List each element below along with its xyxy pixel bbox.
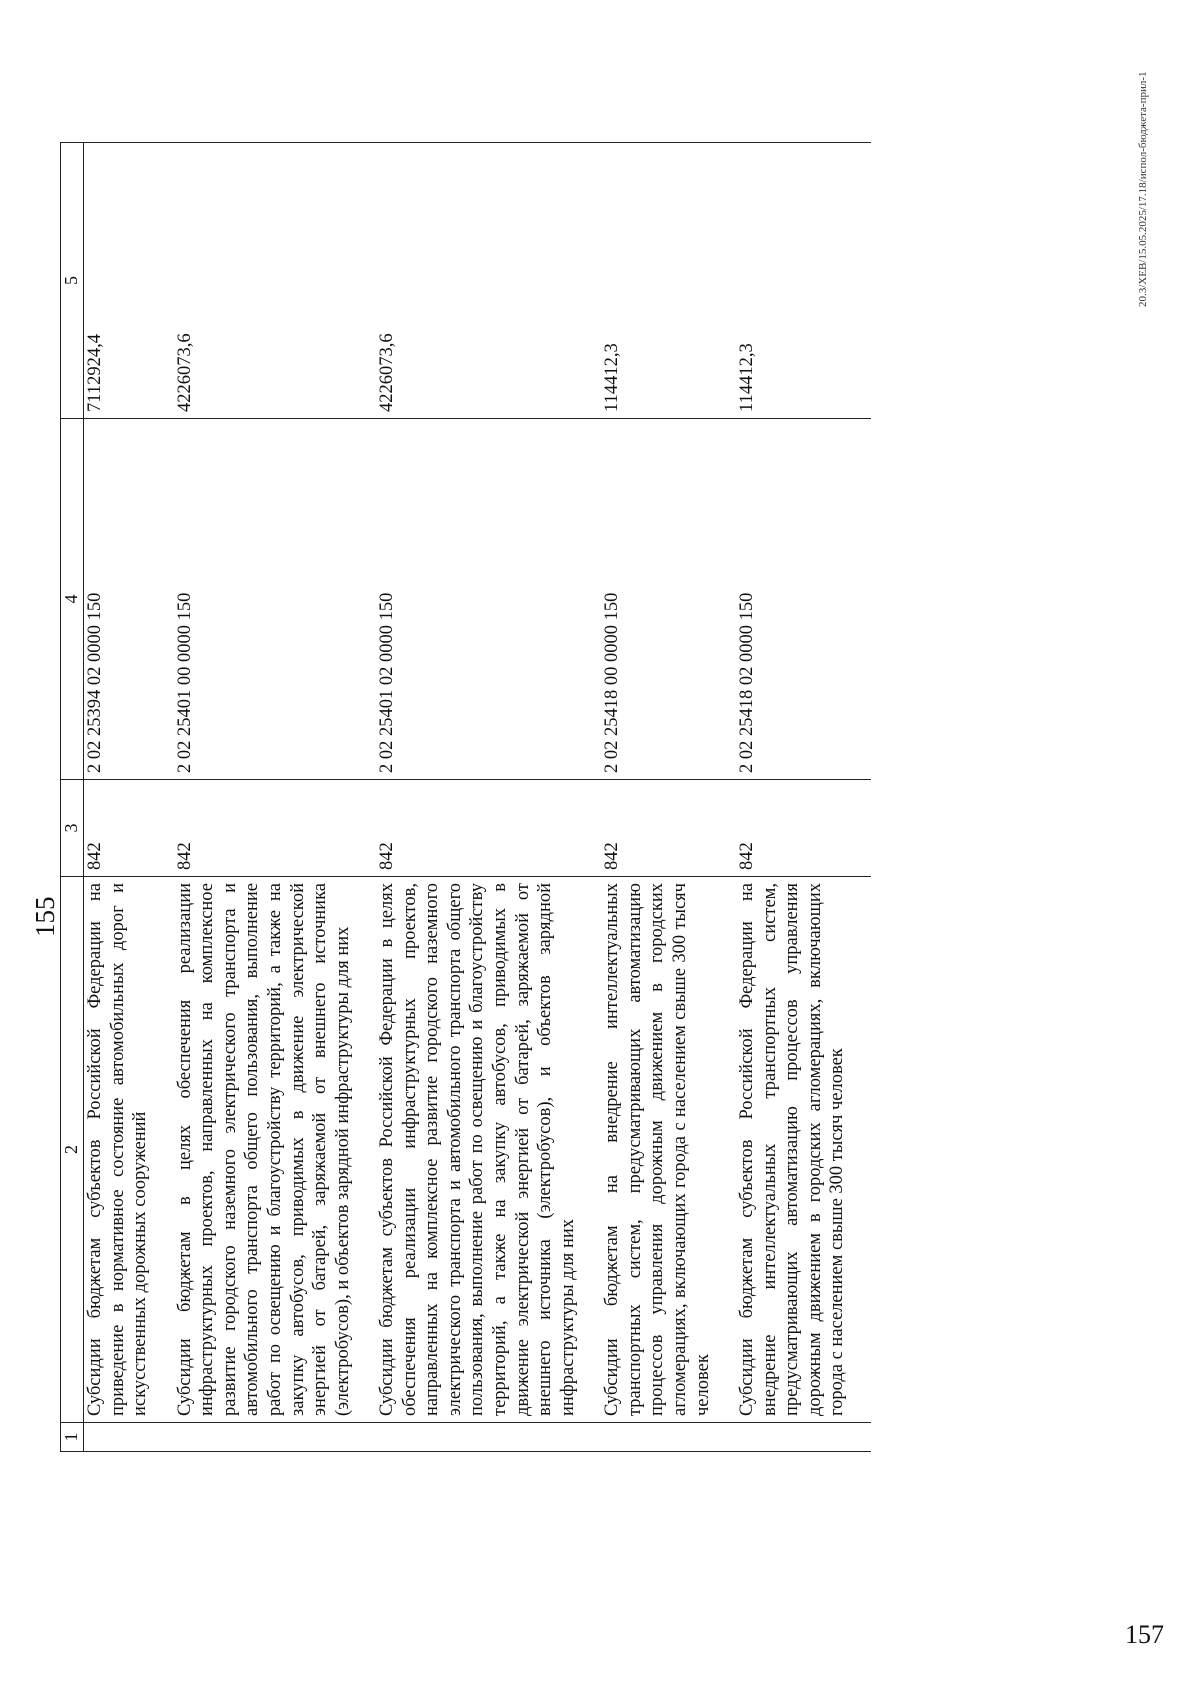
amount-cell: 114412,3	[736, 143, 871, 419]
column-header-5: 5	[61, 143, 84, 419]
admin-code-cell: 842	[174, 780, 377, 877]
page-number-top: 155	[30, 896, 60, 937]
budget-code-cell: 2 02 25401 02 0000 150	[376, 419, 601, 780]
table-row	[736, 143, 871, 1452]
budget-table	[60, 142, 871, 1452]
row-number-cell	[84, 1423, 174, 1452]
admin-code-cell: 842	[736, 780, 871, 877]
table-row	[601, 143, 736, 1452]
description-cell: Субсидии бюджетам субъектов Российской Федерации на приведение в нормативное состояние автомобильных дорог и искусственных дорожных сооружений	[84, 877, 174, 1423]
amount-cell: 7112924,4	[84, 143, 174, 419]
table-row	[174, 143, 377, 1452]
page-number-bottom: 157	[1125, 1620, 1164, 1649]
table-header-row	[61, 143, 84, 1452]
row-number-cell	[376, 1423, 601, 1452]
budget-code-cell: 2 02 25418 00 0000 150	[601, 419, 736, 780]
amount-cell: 114412,3	[601, 143, 736, 419]
budget-code-cell: 2 02 25394 02 0000 150	[84, 419, 174, 780]
amount-cell: 4226073,6	[174, 143, 377, 419]
table-row	[376, 143, 601, 1452]
row-number-cell	[601, 1423, 736, 1452]
row-number-cell	[736, 1423, 871, 1452]
table-row	[84, 143, 174, 1452]
description-cell: Субсидии бюджетам субъектов Российской Федерации в целях обеспечения реализации инфраструктурных проектов, направленных на комплексное развитие городского наземного электрического транспорта и автомобильного транспорта общего пользования, выполнение работ по освещению и благоустройству территорий, а также на закупку автобусов, приводимых в движение электрической энергией от батарей, заряжаемой от внешнего источника (электробусов), и объектов зарядной инфраструктуры для них	[376, 877, 601, 1423]
description-cell: Субсидии бюджетам субъектов Российской Федерации на внедрение интеллектуальных транспортных систем, предусматривающих автоматизацию процессов управления дорожным движением в городских агломерациях, включающих города с населением свыше 300 тысяч человек	[736, 877, 871, 1423]
amount-cell: 4226073,6	[376, 143, 601, 419]
admin-code-cell: 842	[376, 780, 601, 877]
column-header-1: 1	[61, 1423, 84, 1452]
description-cell: Субсидии бюджетам на внедрение интеллектуальных транспортных систем, предусматривающих автоматизацию процессов управления дорожным движением в городских агломерациях, включающих города с населением свыше 300 тысяч человек	[601, 877, 736, 1423]
budget-code-cell: 2 02 25418 02 0000 150	[736, 419, 871, 780]
column-header-2: 2	[61, 877, 84, 1423]
description-cell: Субсидии бюджетам в целях обеспечения реализации инфраструктурных проектов, направленных на комплексное развитие городского наземного электрического транспорта и автомобильного транспорта общего пользования, выполнение работ по освещению и благоустройству территорий, а также на закупку автобусов, приводимых в движение электрической энергией от батарей, заряжаемой от внешнего источника (электробусов), и объектов зарядной инфраструктуры для них	[174, 877, 377, 1423]
column-header-3: 3	[61, 780, 84, 877]
admin-code-cell: 842	[84, 780, 174, 877]
admin-code-cell: 842	[601, 780, 736, 877]
budget-code-cell: 2 02 25401 00 0000 150	[174, 419, 377, 780]
row-number-cell	[174, 1423, 377, 1452]
column-header-4: 4	[61, 419, 84, 780]
document-footer-code: 20.3/XEB/15.05.2025/17.18/испол-бюджета-прил-1	[1137, 71, 1149, 307]
